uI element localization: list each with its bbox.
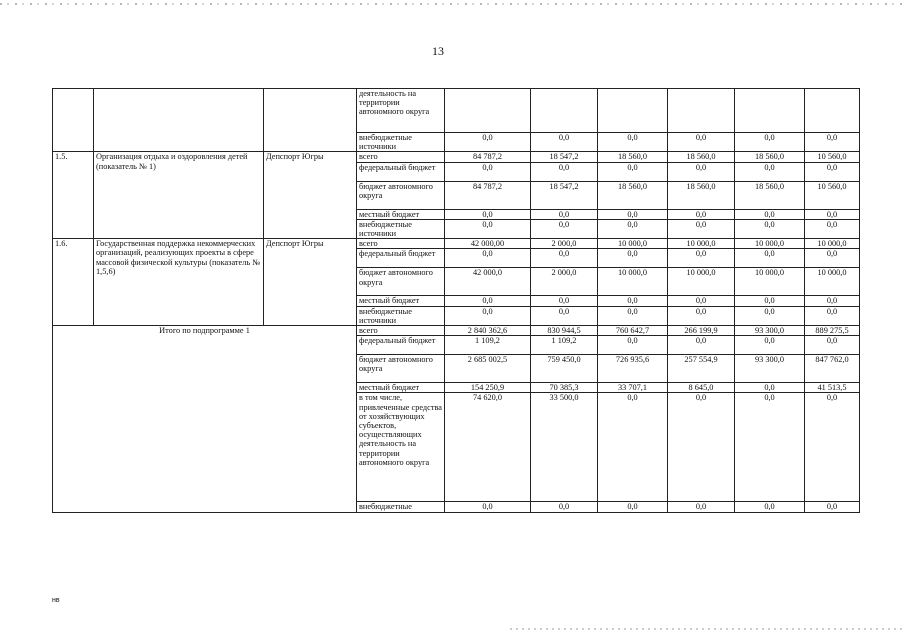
scan-edge-bottom xyxy=(510,628,905,630)
value-cell: 70 385,3 xyxy=(531,383,598,393)
value-cell: 830 944,5 xyxy=(531,326,598,336)
value-cell: 10 000,0 xyxy=(735,239,805,249)
value-cell: 10 560,0 xyxy=(805,152,860,162)
value-cell: 0,0 xyxy=(735,502,805,512)
value-cell: 0,0 xyxy=(598,162,668,181)
value-cell: 0,0 xyxy=(668,219,735,238)
source-cell: местный бюджет xyxy=(357,209,445,219)
value-cell: 0,0 xyxy=(598,219,668,238)
value-cell: 0,0 xyxy=(445,133,531,152)
value-cell: 18 560,0 xyxy=(598,181,668,209)
source-cell: в том числе, привлеченные средства от хозяйствующих субъектов, осуществляющих деятельность на территории автономного округа xyxy=(357,393,445,502)
value-cell: 18 560,0 xyxy=(735,152,805,162)
value-cell: 84 787,2 xyxy=(445,181,531,209)
value-cell: 0,0 xyxy=(735,306,805,325)
value-cell: 0,0 xyxy=(668,336,735,355)
value-cell: 2 685 002,5 xyxy=(445,355,531,383)
value-cell xyxy=(598,89,668,133)
source-cell: всего xyxy=(357,239,445,249)
value-cell: 10 000,0 xyxy=(735,268,805,296)
number-cell: 1.6. xyxy=(53,239,94,326)
source-cell: внебюджетные источники xyxy=(357,306,445,325)
value-cell: 0,0 xyxy=(445,502,531,512)
value-cell: 0,0 xyxy=(735,209,805,219)
value-cell: 18 560,0 xyxy=(668,152,735,162)
executor-cell: Депспорт Югры xyxy=(264,152,357,239)
value-cell: 0,0 xyxy=(735,249,805,268)
value-cell: 0,0 xyxy=(598,296,668,306)
source-cell: внебюджетные источники xyxy=(357,133,445,152)
value-cell: 0,0 xyxy=(735,296,805,306)
name-cell: Государственная поддержка некоммерческих организаций, реализующих проекты в сфере массовой физической культуры (показатель № 1,5,6) xyxy=(94,239,264,326)
value-cell: 0,0 xyxy=(445,219,531,238)
value-cell: 18 560,0 xyxy=(598,152,668,162)
value-cell: 33 707,1 xyxy=(598,383,668,393)
value-cell: 0,0 xyxy=(668,249,735,268)
value-cell: 0,0 xyxy=(668,502,735,512)
source-cell: всего xyxy=(357,326,445,336)
value-cell: 0,0 xyxy=(598,502,668,512)
value-cell: 10 000,0 xyxy=(805,268,860,296)
value-cell: 33 500,0 xyxy=(531,393,598,502)
value-cell: 10 000,0 xyxy=(805,239,860,249)
source-cell: федеральный бюджет xyxy=(357,336,445,355)
value-cell: 0,0 xyxy=(445,249,531,268)
source-cell: деятельность на территории автономного округа xyxy=(357,89,445,133)
value-cell: 0,0 xyxy=(735,393,805,502)
value-cell: 0,0 xyxy=(805,502,860,512)
table-row xyxy=(53,326,860,336)
value-cell: 0,0 xyxy=(805,133,860,152)
value-cell: 0,0 xyxy=(598,336,668,355)
value-cell: 18 560,0 xyxy=(668,181,735,209)
value-cell: 1 109,2 xyxy=(531,336,598,355)
value-cell: 0,0 xyxy=(668,296,735,306)
source-cell: местный бюджет xyxy=(357,296,445,306)
name-cell xyxy=(94,89,264,152)
value-cell: 266 199,9 xyxy=(668,326,735,336)
value-cell: 0,0 xyxy=(445,296,531,306)
value-cell: 0,0 xyxy=(735,162,805,181)
executor-cell: Депспорт Югры xyxy=(264,239,357,326)
value-cell: 0,0 xyxy=(735,336,805,355)
value-cell: 18 547,2 xyxy=(531,152,598,162)
source-cell: федеральный бюджет xyxy=(357,249,445,268)
value-cell: 847 762,0 xyxy=(805,355,860,383)
value-cell xyxy=(445,89,531,133)
value-cell: 0,0 xyxy=(805,296,860,306)
value-cell: 0,0 xyxy=(805,162,860,181)
number-cell xyxy=(53,89,94,152)
value-cell: 760 642,7 xyxy=(598,326,668,336)
value-cell: 0,0 xyxy=(531,219,598,238)
value-cell: 0,0 xyxy=(805,209,860,219)
value-cell: 0,0 xyxy=(668,306,735,325)
value-cell: 0,0 xyxy=(531,162,598,181)
value-cell: 0,0 xyxy=(445,306,531,325)
value-cell: 10 000,0 xyxy=(598,239,668,249)
value-cell: 0,0 xyxy=(598,393,668,502)
value-cell: 93 300,0 xyxy=(735,355,805,383)
value-cell: 0,0 xyxy=(668,393,735,502)
value-cell: 10 000,0 xyxy=(598,268,668,296)
value-cell: 0,0 xyxy=(805,219,860,238)
footer-mark: нв xyxy=(52,597,60,604)
value-cell: 0,0 xyxy=(668,162,735,181)
value-cell: 759 450,0 xyxy=(531,355,598,383)
value-cell: 0,0 xyxy=(668,133,735,152)
page-number: 13 xyxy=(432,44,444,58)
source-cell: всего xyxy=(357,152,445,162)
source-cell: федеральный бюджет xyxy=(357,162,445,181)
value-cell: 10 000,0 xyxy=(668,239,735,249)
budget-table xyxy=(52,88,860,513)
number-cell: 1.5. xyxy=(53,152,94,239)
value-cell xyxy=(668,89,735,133)
value-cell: 84 787,2 xyxy=(445,152,531,162)
scan-edge-top xyxy=(0,3,905,5)
value-cell xyxy=(531,89,598,133)
value-cell: 41 513,5 xyxy=(805,383,860,393)
table-row xyxy=(53,239,860,249)
value-cell: 8 645,0 xyxy=(668,383,735,393)
value-cell xyxy=(805,89,860,133)
value-cell: 0,0 xyxy=(598,209,668,219)
value-cell: 0,0 xyxy=(598,133,668,152)
value-cell: 257 554,9 xyxy=(668,355,735,383)
source-cell: местный бюджет xyxy=(357,383,445,393)
value-cell: 0,0 xyxy=(531,502,598,512)
value-cell: 0,0 xyxy=(445,162,531,181)
value-cell: 889 275,5 xyxy=(805,326,860,336)
value-cell: 2 000,0 xyxy=(531,239,598,249)
value-cell: 0,0 xyxy=(531,209,598,219)
value-cell: 0,0 xyxy=(531,133,598,152)
value-cell: 0,0 xyxy=(735,133,805,152)
value-cell: 0,0 xyxy=(598,306,668,325)
table-row xyxy=(53,152,860,162)
total-label-cell: Итого по подпрограмме 1 xyxy=(53,326,357,513)
value-cell: 42 000,00 xyxy=(445,239,531,249)
source-cell: бюджет автономного округа xyxy=(357,268,445,296)
value-cell: 74 620,0 xyxy=(445,393,531,502)
source-cell: бюджет автономного округа xyxy=(357,355,445,383)
value-cell: 0,0 xyxy=(598,249,668,268)
value-cell: 2 000,0 xyxy=(531,268,598,296)
value-cell: 18 560,0 xyxy=(735,181,805,209)
table-row xyxy=(53,89,860,133)
value-cell: 10 000,0 xyxy=(668,268,735,296)
value-cell: 93 300,0 xyxy=(735,326,805,336)
value-cell: 154 250,9 xyxy=(445,383,531,393)
name-cell: Организация отдыха и оздоровления детей (показатель № 1) xyxy=(94,152,264,239)
value-cell xyxy=(735,89,805,133)
value-cell: 0,0 xyxy=(531,306,598,325)
source-cell: внебюджетные xyxy=(357,502,445,512)
source-cell: бюджет автономного округа xyxy=(357,181,445,209)
executor-cell xyxy=(264,89,357,152)
value-cell: 726 935,6 xyxy=(598,355,668,383)
value-cell: 0,0 xyxy=(805,336,860,355)
value-cell: 0,0 xyxy=(805,306,860,325)
value-cell: 0,0 xyxy=(445,209,531,219)
value-cell: 10 560,0 xyxy=(805,181,860,209)
value-cell: 0,0 xyxy=(735,219,805,238)
source-cell: внебюджетные источники xyxy=(357,219,445,238)
value-cell: 2 840 362,6 xyxy=(445,326,531,336)
value-cell: 0,0 xyxy=(668,209,735,219)
value-cell: 0,0 xyxy=(735,383,805,393)
value-cell: 42 000,0 xyxy=(445,268,531,296)
value-cell: 0,0 xyxy=(531,296,598,306)
value-cell: 18 547,2 xyxy=(531,181,598,209)
value-cell: 0,0 xyxy=(805,393,860,502)
value-cell: 1 109,2 xyxy=(445,336,531,355)
value-cell: 0,0 xyxy=(531,249,598,268)
value-cell: 0,0 xyxy=(805,249,860,268)
